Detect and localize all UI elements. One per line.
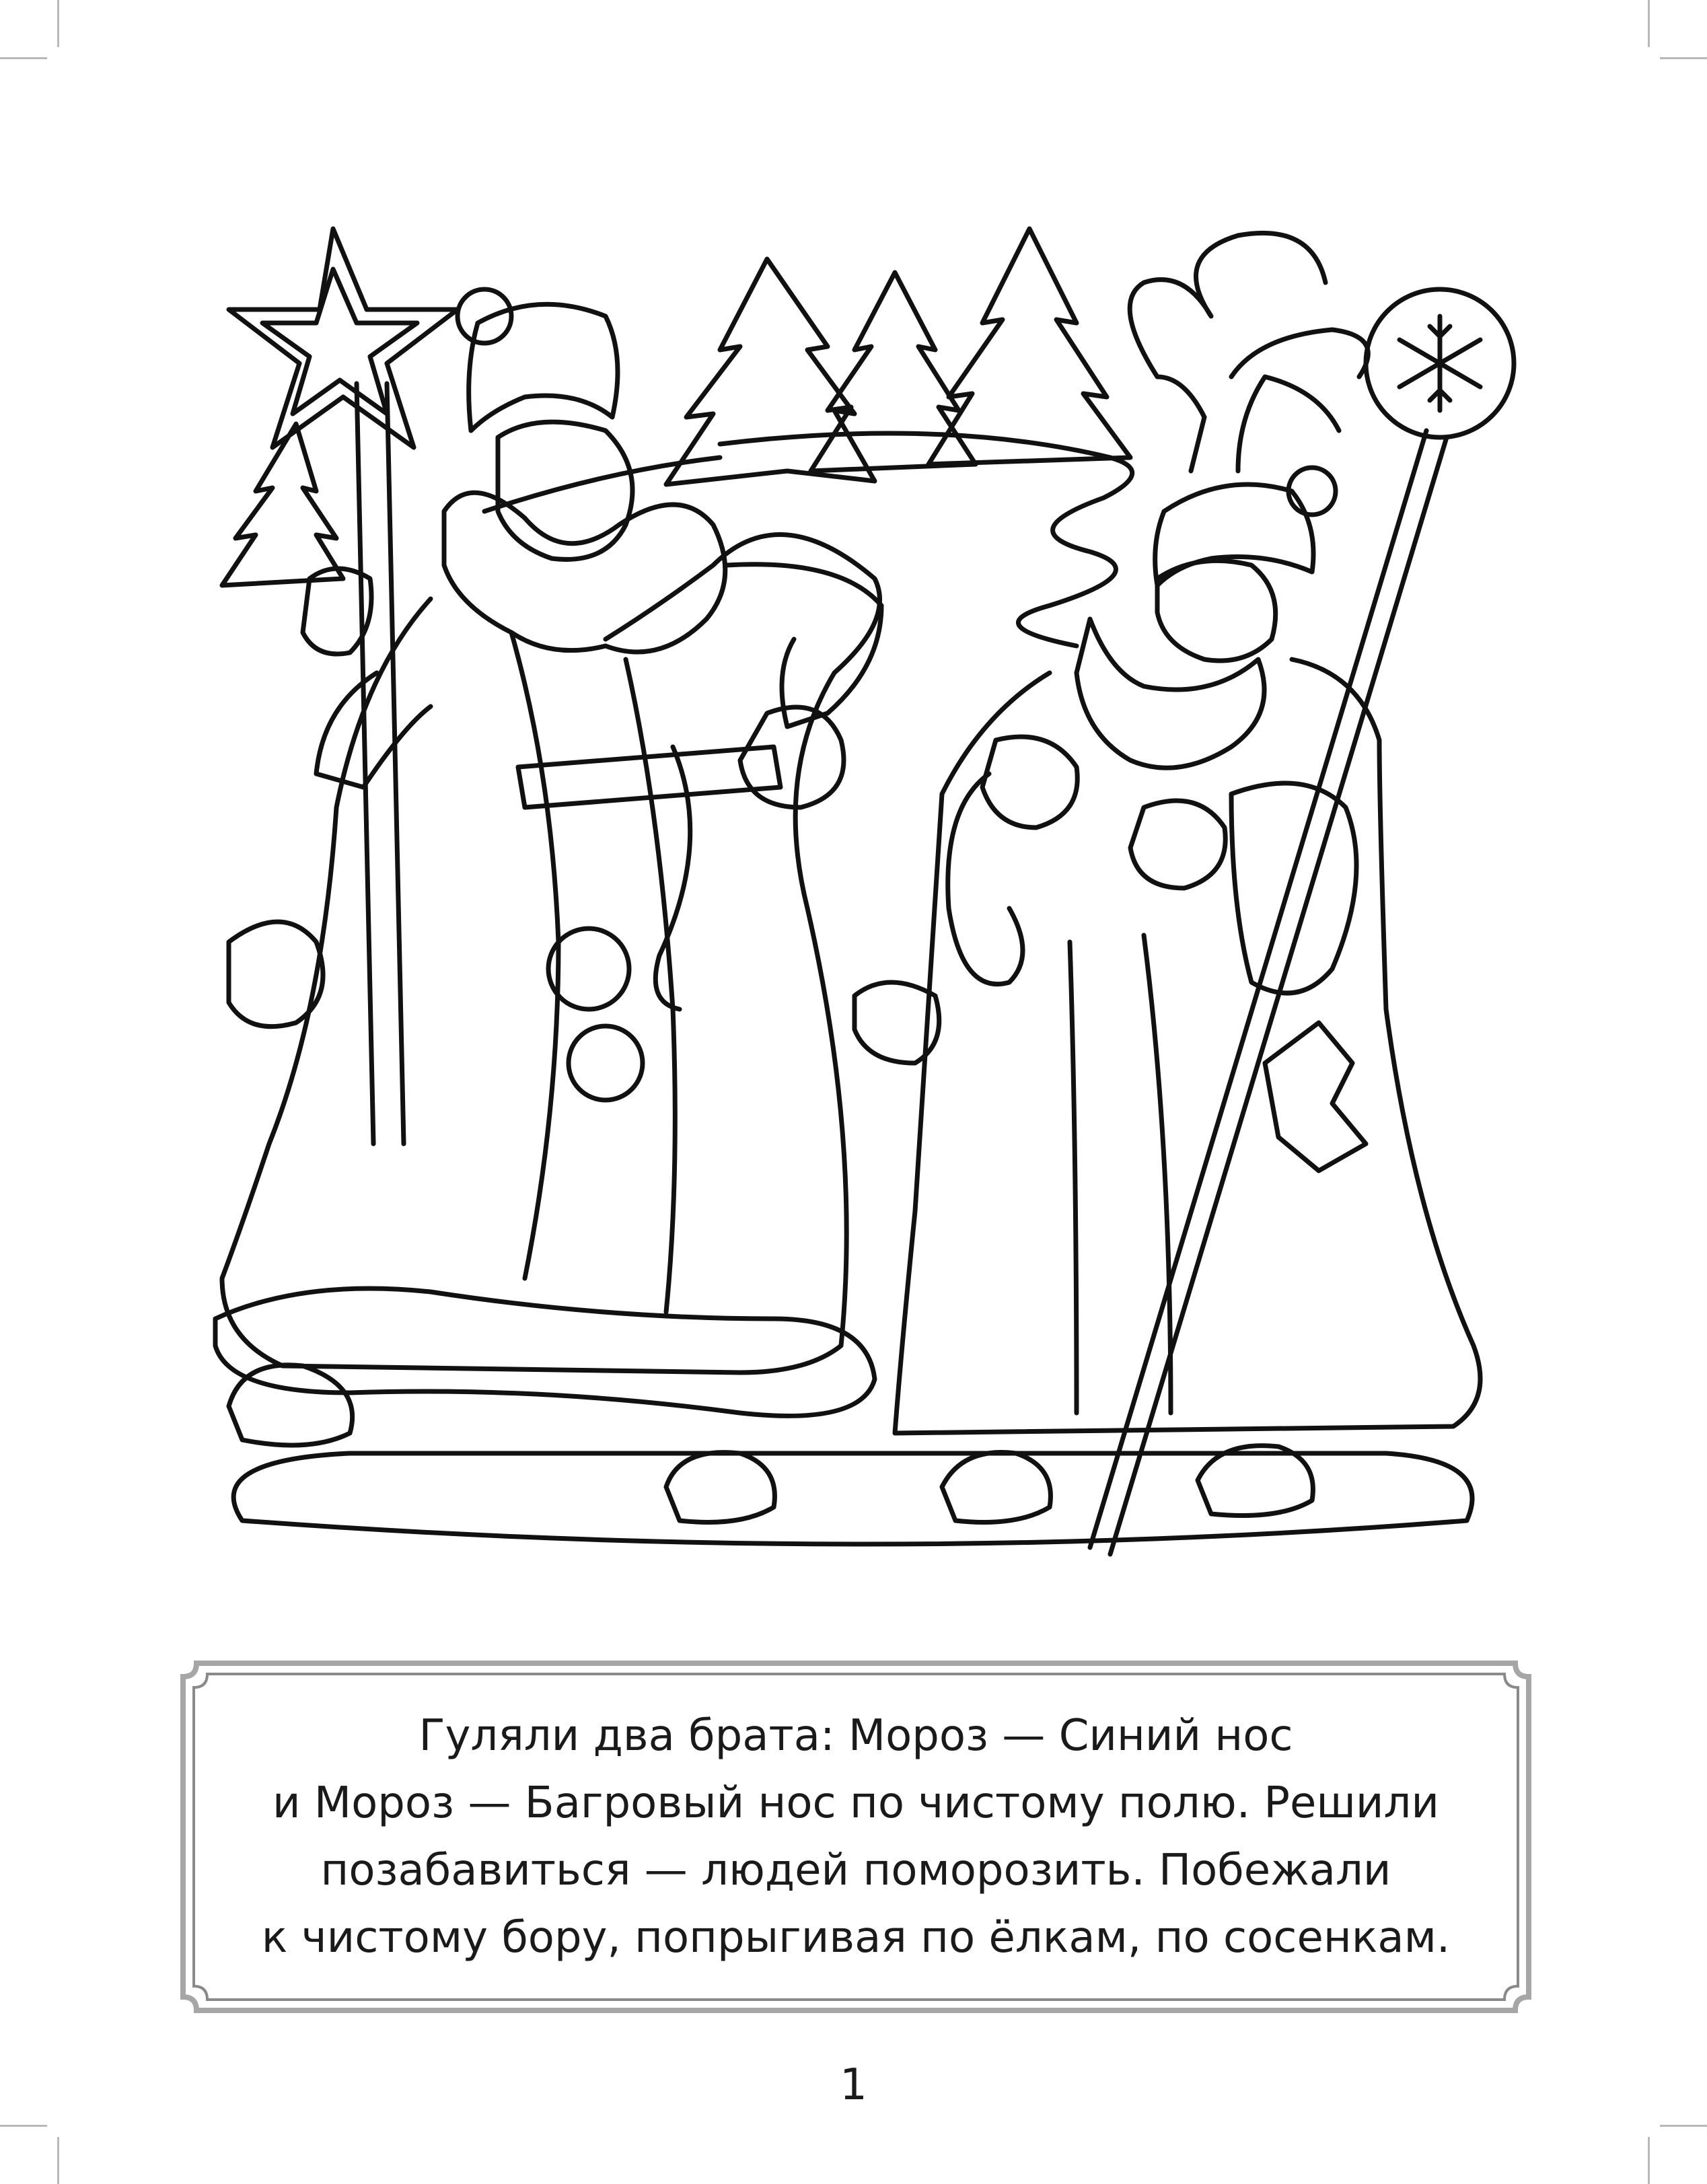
frost-left-fur-trim bbox=[511, 632, 675, 1312]
caption-line-2: и Мороз — Багровый нос по чистому полю. Решили bbox=[272, 1778, 1440, 1828]
frost-left-hem-mitten bbox=[229, 922, 323, 1027]
frost-left-hat bbox=[469, 304, 618, 431]
snowflake-symbol bbox=[1400, 316, 1480, 410]
caption-line-4: к чистому бору, попрыгивая по ёлкам, по сосенкам. bbox=[261, 1913, 1451, 1963]
frost-right-holly bbox=[1265, 1023, 1366, 1171]
crop-mark-bottom-right bbox=[1648, 2137, 1650, 2184]
crop-mark-bottom-right-h bbox=[1660, 2125, 1707, 2127]
frost-left-button-2 bbox=[569, 1026, 643, 1100]
frost-right-sleeve bbox=[1231, 783, 1356, 993]
crop-mark-bottom-left-h bbox=[0, 2125, 47, 2127]
frost-right-right-hand bbox=[1130, 801, 1225, 888]
frost-left-pompom bbox=[458, 289, 511, 343]
frost-left-hem-fur bbox=[215, 1288, 875, 1416]
fir-tree-3 bbox=[929, 229, 1130, 464]
frost-right-boot-1 bbox=[942, 1453, 1050, 1523]
fir-tree-left bbox=[222, 424, 343, 585]
frost-right-left-hand bbox=[982, 737, 1077, 828]
pine-tree bbox=[1130, 233, 1368, 471]
page-number: 1 bbox=[840, 2060, 867, 2110]
star-top bbox=[229, 229, 458, 447]
frost-right-fur-trim bbox=[1070, 935, 1171, 1413]
crop-mark-bottom-left bbox=[57, 2137, 59, 2184]
fir-tree-1 bbox=[666, 259, 875, 484]
caption-text-block bbox=[202, 1682, 1510, 1992]
frost-left-face bbox=[498, 422, 632, 559]
caption-line-1: Гуляли два брата: Мороз — Синий нос bbox=[419, 1711, 1293, 1761]
frost-right-coat bbox=[895, 659, 1480, 1433]
frost-right-face bbox=[1157, 560, 1276, 661]
ground-outline bbox=[233, 1453, 1472, 1544]
frost-left-beard bbox=[444, 493, 725, 652]
frost-right-ring-loop bbox=[948, 774, 1023, 984]
frost-left-boot-2 bbox=[666, 1453, 774, 1523]
caption-line-3: позабавиться — людей поморозить. Побежали bbox=[320, 1846, 1391, 1895]
frost-left-mitten bbox=[740, 707, 844, 807]
fir-tree-2 bbox=[811, 272, 976, 471]
frost-right-pompom bbox=[1288, 468, 1336, 515]
frost-right-boot-2 bbox=[1198, 1446, 1313, 1516]
